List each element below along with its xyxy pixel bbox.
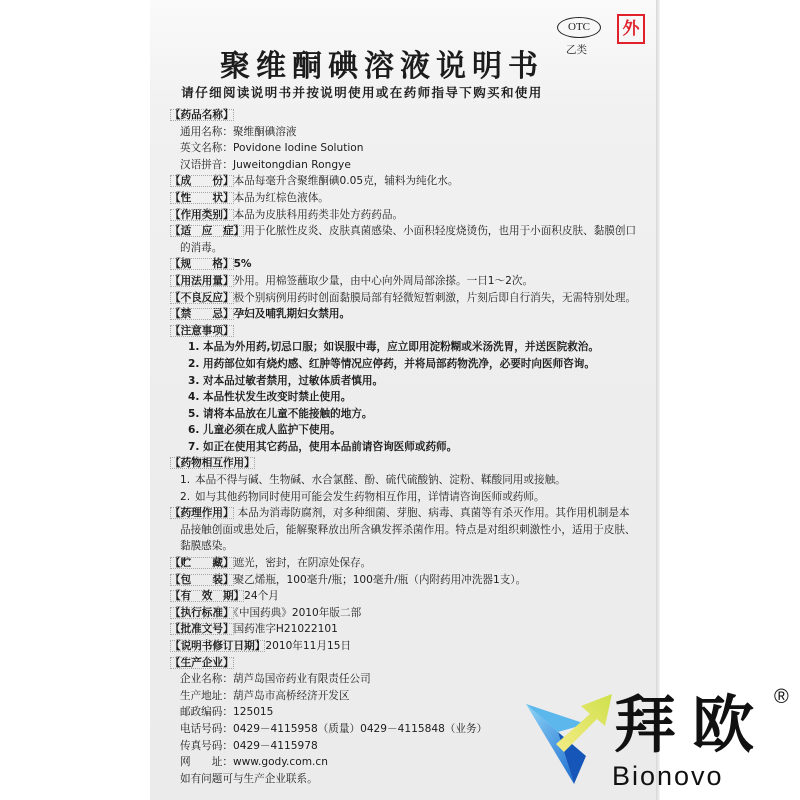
section-composition [170,173,650,190]
item-text: 如与其他药物同时使用可能会发生药物相互作用，详情请咨询医师或药师。 [195,490,545,503]
item-number: 5. [188,407,200,420]
field-label: 邮政编码： [180,706,233,719]
section-text: 本品每毫升含聚维酮碘0.05克，辅料为纯化水。 [233,175,459,188]
field-label: 网 址： [180,756,233,769]
field-label: 英文名称： [180,142,233,155]
document-title: 聚维酮碘溶液说明书 [220,49,544,84]
interaction-item [170,489,650,506]
section-text: 极个别病例用药时创面黏膜局部有轻微短暂刺激，片刻后即自行消失，无需特别处理。 [233,291,637,304]
section-text: 黏膜感染。 [180,540,233,553]
section-label: 【有 效 期】 [170,590,245,603]
section-label: 【药理作用】 [170,507,234,520]
paper-edge-shadow [656,0,660,800]
field-value: 0429－4115978 [232,739,318,752]
section-label: 【说明书修订日期】 [170,640,266,652]
section-approval-number [170,621,650,638]
section-text: 孕妇及哺乳期妇女禁用。 [233,308,351,321]
section-text: 如有问题可与生产企业联系。 [180,772,318,785]
precaution-item [170,356,650,373]
section-package [170,572,650,589]
section-label: 【规 格】 [170,258,234,271]
item-text: 儿童必须在成人监护下使用。 [203,424,341,437]
section-text: 用于化脓性皮炎、皮肤真菌感染、小面积轻度烧烫伤，也用于小面积皮肤、黏膜创口 [244,225,637,238]
item-number: 7. [188,440,200,453]
section-indications [170,223,650,240]
field-value: Juweitongdian Rongye [232,158,351,171]
precaution-item [170,406,650,423]
section-text: 24个月 [244,590,279,603]
section-text: 《中国药典》2010年版二部 [233,606,362,619]
section-label: 【性 状】 [170,191,234,204]
field-value: 125015 [232,706,274,719]
item-number: 4. [188,391,200,404]
section-specification [170,256,650,273]
item-text: 本品性状发生改变时禁止使用。 [203,391,352,404]
brand-name-chinese: 拜欧 [614,688,771,761]
section-pharmacology [170,505,650,522]
section-drug-name [170,107,650,124]
section-text: 国药准字H21022101 [233,623,338,636]
item-text: 请将本品放在儿童不能接触的地方。 [203,407,373,420]
section-standard [170,605,650,622]
field-label: 生产地址： [180,689,233,702]
pinyin-name-row [170,157,650,174]
section-label: 【适 应 症】 [170,225,245,238]
section-label: 【贮 藏】 [170,557,234,570]
section-label: 【成 份】 [170,175,234,188]
section-storage [170,555,650,572]
pharmacology-continuation [170,538,650,555]
precaution-item [170,339,650,356]
section-text: 遮光，密封，在阴凉处保存。 [233,557,372,570]
section-text: 的消毒。 [180,241,223,254]
otc-category-label: 乙类 [566,44,587,56]
item-number: 6. [188,424,200,437]
section-text: 本品为皮肤科用药类非处方药药品。 [233,208,404,221]
section-manufacturer [170,655,650,672]
section-contraindications [170,306,650,323]
section-dosage [170,273,650,290]
section-label: 【作用类别】 [170,208,234,221]
field-value: 葫芦岛国帝药业有限责任公司 [232,673,371,686]
field-value: Povidone Iodine Solution [232,142,364,155]
section-label: 【不良反应】 [170,291,234,304]
section-label: 【包 装】 [170,573,234,586]
precaution-item [170,373,650,390]
field-value: 聚维酮碘溶液 [232,125,297,138]
item-number: 2. [188,357,200,370]
section-label: 【药物相互作用】 [170,457,255,470]
section-expiry [170,588,650,605]
registered-mark: ® [774,686,789,708]
item-text: 对本品过敏者禁用，过敏体质者慎用。 [203,374,384,387]
section-adverse-reactions [170,290,650,307]
item-number: 1. [188,341,200,354]
precaution-item [170,439,650,456]
field-label: 企业名称： [180,673,233,686]
generic-name-row [170,124,650,141]
external-use-badge: 外 [617,14,645,44]
field-label: 电话号码： [180,722,233,735]
section-text: 外用。用棉签蘸取少量，由中心向外周局部涂搽。一日1～2次。 [233,274,534,287]
pharmacology-continuation [170,522,650,539]
section-revision-date [170,638,650,655]
section-text: 2010年11月15日 [265,640,352,652]
item-text: 本品为外用药,切忌口服；如误服中毒，应立即用淀粉糊或米汤洗胃，并送医院救治。 [203,341,599,354]
section-label: 【执行标准】 [170,606,234,619]
item-number: 2. [180,490,191,503]
section-text: 聚乙烯瓶，100毫升/瓶；100毫升/瓶（内附药用冲洗器1支）。 [233,573,527,586]
section-label: 【生产企业】 [170,656,234,669]
section-label: 【批准文号】 [170,623,234,636]
item-text: 用药部位如有烧灼感、红肿等情况应停药，并将局部药物洗净，必要时向医师咨询。 [203,357,595,370]
item-number: 1. [180,474,191,487]
section-label: 【药品名称】 [170,109,234,121]
english-name-row [170,140,650,157]
field-label: 通用名称： [180,125,233,138]
item-text: 如正在使用其它药品，使用本品前请咨询医师或药师。 [203,440,458,453]
otc-badge: OTC [557,17,601,38]
document-subtitle: 请仔细阅读说明书并按说明使用或在药师指导下购买和使用 [181,85,543,100]
section-text: 5% [233,258,252,271]
indications-continuation [170,240,650,257]
precaution-item [170,389,650,406]
field-label: 汉语拼音： [180,158,233,171]
section-label: 【用法用量】 [170,274,234,287]
section-text: 本品为消毒防腐剂，对多种细菌、芽胞、病毒、真菌等有杀灭作用。其作用机制是本 [237,507,630,520]
section-label: 【注意事项】 [170,324,234,337]
field-value: 0429－4115958（质量）0429－4115848（业务） [232,722,488,735]
precaution-item [170,422,650,439]
section-interactions [170,455,650,472]
item-text: 本品不得与碱、生物碱、水合氯醛、酚、硫代硫酸钠、淀粉、鞣酸同用或接触。 [195,474,566,487]
section-text: 品接触创面或患处后，能解聚释放出所含碘发挥杀菌作用。特点是对组织刺激性小，适用于皮肤、 [180,523,636,536]
section-label: 【禁 忌】 [170,308,234,321]
interaction-item [170,472,650,489]
section-drug-category [170,207,650,224]
field-value: 葫芦岛市高桥经济开发区 [232,689,350,702]
section-text: 本品为红棕色液体。 [233,191,329,204]
bionovo-arrow-icon [522,686,614,786]
field-label: 传真号码： [180,739,233,752]
item-number: 3. [188,374,200,387]
section-precautions [170,323,650,340]
section-description [170,190,650,207]
field-value: www.gody.com.cn [232,756,328,769]
brand-name-english: Bionovo [612,761,724,791]
